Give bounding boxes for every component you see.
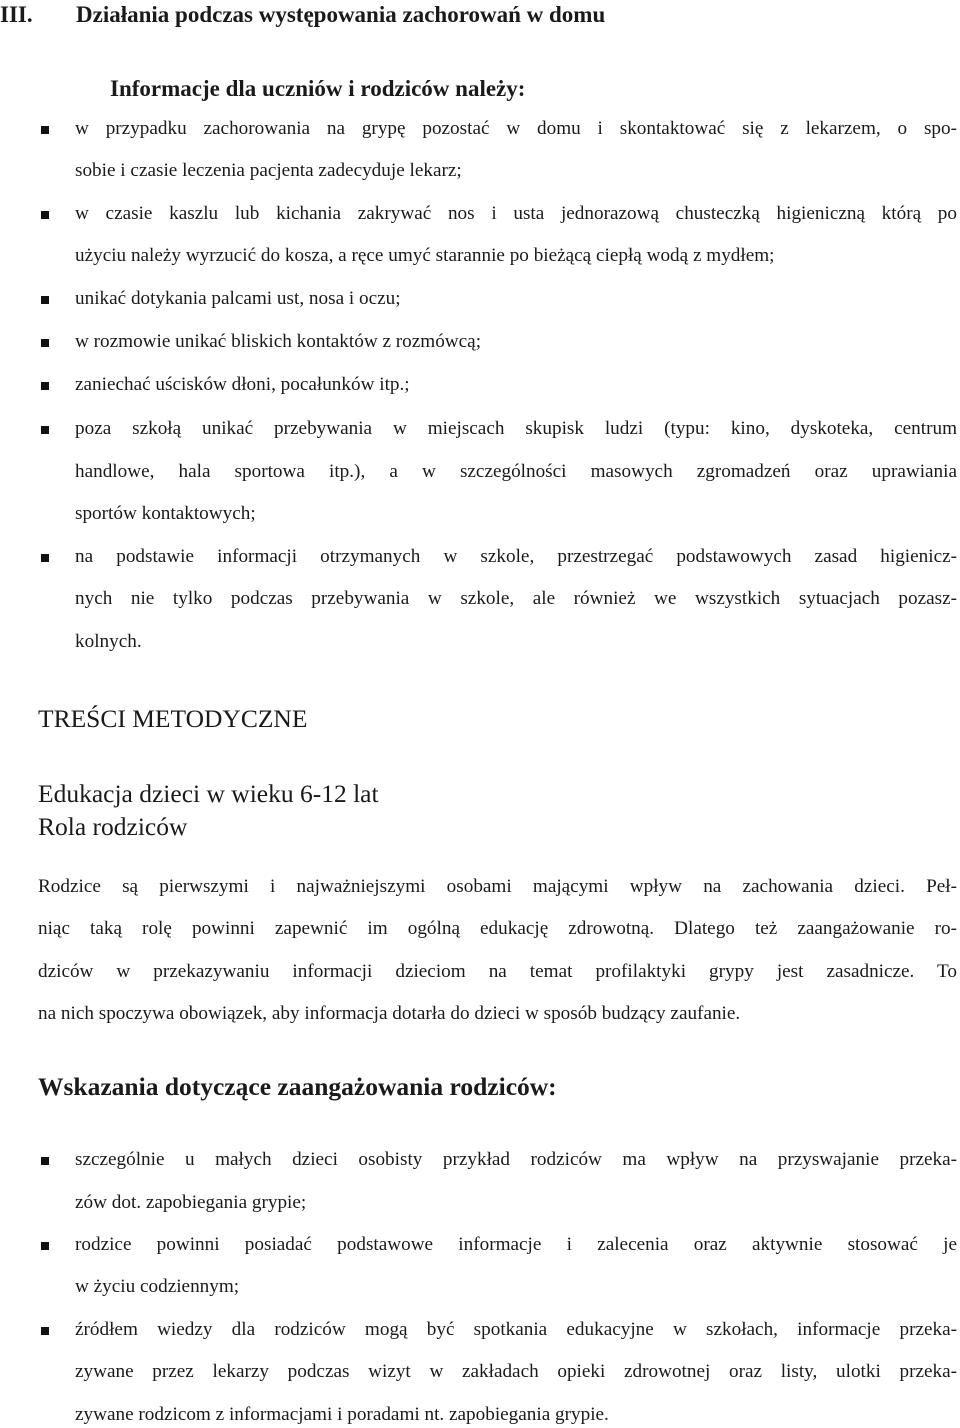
bullet-marker bbox=[41, 126, 49, 134]
bullet-line: zywane przez lekarzy podczas wizyt w zakładach opieki zdrowotnej oraz listy, ulotki przeka- bbox=[75, 1361, 957, 1382]
bullet-line: w czasie kaszlu lub kichania zakrywać nos i usta jednorazową chusteczką higieniczną którą po bbox=[75, 203, 957, 224]
bullet-marker bbox=[41, 1327, 49, 1335]
bullet-line: rodzice powinni posiadać podstawowe informacje i zalecenia oraz aktywnie stosować je bbox=[75, 1234, 957, 1255]
section-number: III. bbox=[0, 2, 33, 27]
paragraph-line: niąc taką rolę powinni zapewnić im ogólną edukację zdrowotną. Dlatego też zaangażowanie ro- bbox=[38, 918, 957, 939]
bullet-line: zaniechać uścisków dłoni, pocałunków itp.; bbox=[75, 374, 410, 395]
bullet-line: poza szkołą unikać przebywania w miejscach skupisk ludzi (typu: kino, dyskoteka, centrum bbox=[75, 418, 957, 439]
bullet-marker bbox=[41, 1157, 49, 1165]
education-heading: Edukacja dzieci w wieku 6-12 lat bbox=[38, 779, 379, 808]
bullet-line: źródłem wiedzy dla rodziców mogą być spotkania edukacyjne w szkołach, informacje przeka- bbox=[75, 1319, 957, 1340]
bullet-line: sobie i czasie leczenia pacjenta zadecyduje lekarz; bbox=[75, 160, 462, 181]
bullet-line: w przypadku zachorowania na grypę pozostać w domu i skontaktować się z lekarzem, o spo- bbox=[75, 118, 957, 139]
bullet-marker bbox=[41, 382, 49, 390]
bullet-line: użyciu należy wyrzucić do kosza, a ręce umyć starannie po bieżącą ciepłą wodą z mydłem; bbox=[75, 245, 775, 266]
paragraph-line: dziców w przekazywaniu informacji dzieciom na temat profilaktyki grypy jest zasadnicze. To bbox=[38, 961, 957, 982]
bullet-line: handlowe, hala sportowa itp.), a w szczególności masowych zgromadzeń oraz uprawiania bbox=[75, 461, 957, 482]
section-title: Działania podczas występowania zachorowań w domu bbox=[76, 2, 606, 27]
bullet-line: na podstawie informacji otrzymanych w szkole, przestrzegać podstawowych zasad higienicz- bbox=[75, 546, 957, 567]
methods-heading: TREŚCI METODYCZNE bbox=[38, 704, 308, 733]
bullet-line: w rozmowie unikać bliskich kontaktów z rozmówcą; bbox=[75, 331, 482, 352]
parents-role-heading: Rola rodziców bbox=[38, 812, 188, 841]
bullet-line: w życiu codziennym; bbox=[75, 1276, 240, 1297]
info-heading: Informacje dla uczniów i rodziców należy: bbox=[110, 76, 526, 101]
paragraph-line: Rodzice są pierwszymi i najważniejszymi osobami mającymi wpływ na zachowania dzieci. Peł- bbox=[38, 876, 957, 897]
bullet-line: unikać dotykania palcami ust, nosa i oczu; bbox=[75, 288, 401, 309]
bullet-line: nych nie tylko podczas przebywania w szkole, ale również we wszystkich sytuacjach pozasz- bbox=[75, 588, 957, 609]
bullet-marker bbox=[41, 339, 49, 347]
indications-heading: Wskazania dotyczące zaangażowania rodziców: bbox=[38, 1072, 557, 1101]
bullet-marker bbox=[41, 296, 49, 304]
bullet-line: zów dot. zapobiegania grypie; bbox=[75, 1192, 307, 1213]
bullet-line: szczególnie u małych dzieci osobisty przykład rodziców ma wpływ na przyswajanie przeka- bbox=[75, 1149, 957, 1170]
bullet-line: sportów kontaktowych; bbox=[75, 503, 256, 524]
bullet-line: kolnych. bbox=[75, 631, 142, 652]
paragraph-line: na nich spoczywa obowiązek, aby informacja dotarła do dzieci w sposób budzący zaufanie. bbox=[38, 1003, 741, 1024]
bullet-marker bbox=[41, 554, 49, 562]
bullet-line: zywane rodzicom z informacjami i poradami nt. zapobiegania grypie. bbox=[75, 1404, 609, 1425]
bullet-marker bbox=[41, 426, 49, 434]
bullet-marker bbox=[41, 1242, 49, 1250]
bullet-marker bbox=[41, 211, 49, 219]
